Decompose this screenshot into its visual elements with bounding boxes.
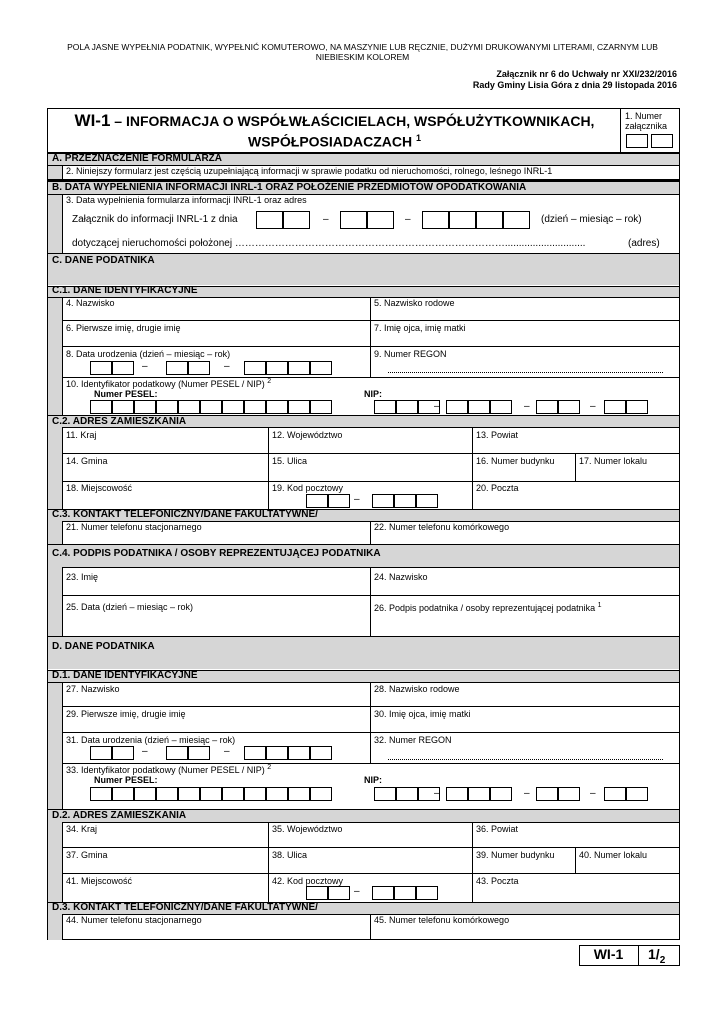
- field-25-date[interactable]: 25. Data (dzień – miesiąc – rok): [66, 602, 194, 612]
- c-postal-2[interactable]: [328, 494, 350, 508]
- d-pesel-cell-5[interactable]: [178, 787, 200, 801]
- c-pesel-cell-6[interactable]: [200, 400, 222, 414]
- c-nip-cell-6[interactable]: [490, 400, 512, 414]
- c-birth-year-1[interactable]: [244, 361, 266, 375]
- d-postal-dash: –: [354, 886, 360, 897]
- d-nip-label: NIP:: [364, 775, 382, 785]
- c-pesel-cell-10[interactable]: [288, 400, 310, 414]
- page-number: $1/_2$: [648, 946, 666, 966]
- d-nip-cell-5[interactable]: [468, 787, 490, 801]
- d-regon-input-line[interactable]: [388, 759, 663, 760]
- c-birth-year-4[interactable]: [310, 361, 332, 375]
- section-d1-title: D.1. DANE IDENTYFIKACYJNE: [52, 670, 198, 681]
- field-26-label: 26. Podpis podatnika / osoby reprezentującej podatnika: [374, 603, 596, 613]
- field-45-mobile[interactable]: 45. Numer telefonu komórkowego: [374, 915, 510, 925]
- d-pesel-cell-6[interactable]: [200, 787, 222, 801]
- c-nip-cell-1[interactable]: [374, 400, 396, 414]
- d-nip-cell-7[interactable]: [536, 787, 558, 801]
- field-27-surname[interactable]: 27. Nazwisko: [66, 684, 120, 694]
- annex-month-cell-1[interactable]: [340, 211, 367, 229]
- section-c-title: C. DANE PODATNIKA: [52, 255, 155, 266]
- annex-day-cell-2[interactable]: [283, 211, 310, 229]
- annex-number-cell-2[interactable]: [651, 134, 673, 148]
- regon-input-line[interactable]: [388, 372, 663, 373]
- d-pesel-cell-3[interactable]: [134, 787, 156, 801]
- field-15-street[interactable]: 15. Ulica: [272, 456, 308, 466]
- c-birth-month-1[interactable]: [166, 361, 188, 375]
- field-37-commune[interactable]: 37. Gmina: [66, 850, 108, 860]
- field-3-label: 3. Data wypełnienia formularza informacji INRL-1 oraz adres: [66, 195, 307, 205]
- field-42-postal-code-label: 42. Kod pocztowy: [272, 876, 344, 886]
- annex-reference: [300, 69, 677, 91]
- c-postal-5[interactable]: [416, 494, 438, 508]
- annex-number-cell-1[interactable]: [626, 134, 648, 148]
- date-dash-2: –: [405, 214, 411, 225]
- field-28-family-name[interactable]: 28. Nazwisko rodowe: [374, 684, 460, 694]
- section-d2-title: D.2. ADRES ZAMIESZKANIA: [52, 810, 187, 821]
- section-a-title: A. PRZEZNACZENIE FORMULARZA: [52, 153, 222, 164]
- instruction-line-2: NIEBIESKIM KOLOREM: [315, 52, 410, 62]
- c-pesel-cell-3[interactable]: [134, 400, 156, 414]
- c-nip-cell-2[interactable]: [396, 400, 418, 414]
- d-pesel-cell-11[interactable]: [310, 787, 332, 801]
- section-c3-title: C.3. KONTAKT TELEFONICZNY/DANE FAKULTATYWNE/: [52, 509, 318, 520]
- form-title: [52, 112, 617, 151]
- field-35-voivodeship[interactable]: 35. Województwo: [272, 824, 343, 834]
- field-7-parents-names[interactable]: 7. Imię ojca, imię matki: [374, 323, 466, 333]
- annex-day-cell-1[interactable]: [256, 211, 283, 229]
- annex-year-cell-4[interactable]: [503, 211, 530, 229]
- annex-line-2: Rady Gminy Lisia Góra z dnia 29 listopada 2016: [472, 80, 677, 90]
- c-pesel-cell-1[interactable]: [90, 400, 112, 414]
- section-b-title: B. DATA WYPEŁNIENIA INFORMACJI INRL-1 ORAZ POŁOŻENIE PRZEDMIOTÓW OPODATKOWANIA: [52, 182, 527, 193]
- d-pesel-cell-4[interactable]: [156, 787, 178, 801]
- d-postal-3[interactable]: [372, 886, 394, 900]
- field-21-landline[interactable]: 21. Numer telefonu stacjonarnego: [66, 522, 202, 532]
- property-address-field[interactable]: dotyczącej nieruchomości położonej ……………………………………………………………………….............................: [72, 238, 586, 249]
- field-17-apartment-no[interactable]: 17. Numer lokalu: [579, 456, 648, 466]
- annex-line-1: Załącznik nr 6 do Uchwały nr XXI/232/2016: [496, 69, 677, 79]
- annex-number-label: [625, 111, 667, 131]
- d-pesel-cell-7[interactable]: [222, 787, 244, 801]
- field-10-tax-id: [66, 378, 271, 389]
- field-23-first-name[interactable]: 23. Imię: [66, 572, 99, 582]
- annex-year-cell-2[interactable]: [449, 211, 476, 229]
- field-26-footnote: 1: [597, 602, 602, 609]
- annex-year-cell-3[interactable]: [476, 211, 503, 229]
- d-birth-year-3[interactable]: [288, 746, 310, 760]
- d-pesel-cell-1[interactable]: [90, 787, 112, 801]
- c-postal-dash: –: [354, 494, 360, 505]
- d-nip-cell-dash-3: –: [590, 788, 596, 799]
- field-8-birth-date: 8. Data urodzenia (dzień – miesiąc – rok): [66, 349, 231, 359]
- field-11-country[interactable]: 11. Kraj: [66, 430, 97, 440]
- field-33-tax-id: [66, 764, 271, 775]
- c-nip-cell-9[interactable]: [604, 400, 626, 414]
- field-5-family-name[interactable]: 5. Nazwisko rodowe: [374, 298, 455, 308]
- field-12-voivodeship[interactable]: 12. Województwo: [272, 430, 343, 440]
- d-pesel-cell-2[interactable]: [112, 787, 134, 801]
- d-pesel-label: Numer PESEL:: [94, 775, 158, 785]
- c-pesel-cell-8[interactable]: [244, 400, 266, 414]
- section-c1-title: C.1. DANE IDENTYFIKACYJNE: [52, 285, 198, 296]
- address-hint: (adres): [628, 238, 660, 249]
- footer-form-code: WI-1: [593, 946, 624, 962]
- d-nip-cell-9[interactable]: [604, 787, 626, 801]
- field-19-postal-code-label: 19. Kod pocztowy: [272, 483, 344, 493]
- field-41-city[interactable]: 41. Miejscowość: [66, 876, 133, 886]
- field-40-apartment-no[interactable]: 40. Numer lokalu: [579, 850, 648, 860]
- d-birth-year-2[interactable]: [266, 746, 288, 760]
- page-total: 2: [659, 954, 666, 966]
- field-4-surname[interactable]: 4. Nazwisko: [66, 298, 115, 308]
- d-birth-month-1[interactable]: [166, 746, 188, 760]
- section-c4-title: C.4. PODPIS PODATNIKA / OSOBY REPREZENTUJĄCEJ PODATNIKA: [52, 548, 381, 559]
- c-pesel-cell-2[interactable]: [112, 400, 134, 414]
- date-format-hint: (dzień – miesiąc – rok): [541, 214, 642, 225]
- field-10-footnote: 2: [267, 378, 272, 385]
- field-29-first-names[interactable]: 29. Pierwsze imię, drugie imię: [66, 709, 186, 719]
- c-nip-cell-10[interactable]: [626, 400, 648, 414]
- c-birth-dash-2: –: [224, 361, 230, 372]
- d-nip-cell-8[interactable]: [558, 787, 580, 801]
- field-36-county[interactable]: 36. Powiat: [476, 824, 519, 834]
- c-birth-dash-1: –: [142, 361, 148, 372]
- annex-date-label: Załącznik do informacji INRL-1 z dnia: [72, 214, 238, 225]
- title-line-2: WSPÓŁPOSIADACZACH: [247, 133, 413, 150]
- d-birth-dash-2: –: [224, 746, 230, 757]
- field-44-landline[interactable]: 44. Numer telefonu stacjonarnego: [66, 915, 202, 925]
- d-pesel-cell-8[interactable]: [244, 787, 266, 801]
- d-pesel-cell-10[interactable]: [288, 787, 310, 801]
- d-nip-cell-dash-2: –: [524, 788, 530, 799]
- field-38-street[interactable]: 38. Ulica: [272, 850, 308, 860]
- d-birth-day-1[interactable]: [90, 746, 112, 760]
- c-pesel-cell-5[interactable]: [178, 400, 200, 414]
- c-birth-day-2[interactable]: [112, 361, 134, 375]
- c-birth-day-1[interactable]: [90, 361, 112, 375]
- d-nip-cell-10[interactable]: [626, 787, 648, 801]
- field-32-regon: 32. Numer REGON: [374, 735, 452, 745]
- annex-year-cell-1[interactable]: [422, 211, 449, 229]
- c-postal-4[interactable]: [394, 494, 416, 508]
- field-34-country[interactable]: 34. Kraj: [66, 824, 98, 834]
- c-nip-cell-7[interactable]: [536, 400, 558, 414]
- d-nip-cell-4[interactable]: [446, 787, 468, 801]
- c-pesel-cell-11[interactable]: [310, 400, 332, 414]
- d-birth-year-4[interactable]: [310, 746, 332, 760]
- c-birth-year-3[interactable]: [288, 361, 310, 375]
- fill-instructions: [40, 42, 685, 62]
- c-nip-cell-dash-2: –: [524, 401, 530, 412]
- section-a-purpose: 2. Niniejszy formularz jest częścią uzupełniającą informacji w sprawie podatku od nieruchomości, rolnego, leśnego INRL-1: [66, 166, 553, 176]
- field-30-parents-names[interactable]: 30. Imię ojca, imię matki: [374, 709, 471, 719]
- field-9-regon: 9. Numer REGON: [374, 349, 447, 359]
- form-code: WI-1: [74, 111, 111, 130]
- d-nip-cell-6[interactable]: [490, 787, 512, 801]
- d-nip-cell-dash-1: –: [434, 788, 440, 799]
- title-line-1: – INFORMACJA O WSPÓŁWŁAŚCICIELACH, WSPÓŁUŻYTKOWNIKACH,: [110, 113, 595, 129]
- c-pesel-cell-9[interactable]: [266, 400, 288, 414]
- field-33-footnote: 2: [267, 764, 272, 771]
- section-c2-title: C.2. ADRES ZAMIESZKANIA: [52, 416, 187, 427]
- c-postal-1[interactable]: [306, 494, 328, 508]
- c-pesel-label: Numer PESEL:: [94, 389, 158, 399]
- c-birth-month-2[interactable]: [188, 361, 210, 375]
- d-pesel-cell-9[interactable]: [266, 787, 288, 801]
- page-current: 1: [648, 946, 656, 962]
- annex-number-label-2: załącznika: [625, 121, 668, 131]
- field-10-label: 10. Identyfikator podatkowy (Numer PESEL / NIP): [66, 379, 265, 389]
- annex-month-cell-2[interactable]: [367, 211, 394, 229]
- c-nip-label: NIP:: [364, 389, 382, 399]
- c-nip-cell-dash-3: –: [590, 401, 596, 412]
- c-pesel-cell-4[interactable]: [156, 400, 178, 414]
- c-pesel-cell-7[interactable]: [222, 400, 244, 414]
- c-nip-cell-dash-1: –: [434, 401, 440, 412]
- c-nip-cell-4[interactable]: [446, 400, 468, 414]
- d-nip-cell-2[interactable]: [396, 787, 418, 801]
- section-d3-title: D.3. KONTAKT TELEFONICZNY/DANE FAKULTATYWNE/: [52, 902, 318, 913]
- d-birth-day-2[interactable]: [112, 746, 134, 760]
- field-16-building-no[interactable]: 16. Numer budynku: [476, 456, 555, 466]
- date-dash-1: –: [323, 214, 329, 225]
- c-nip-cell-5[interactable]: [468, 400, 490, 414]
- field-24-surname[interactable]: 24. Nazwisko: [374, 572, 428, 582]
- field-33-label: 33. Identyfikator podatkowy (Numer PESEL / NIP): [66, 765, 265, 775]
- field-22-mobile[interactable]: 22. Numer telefonu komórkowego: [374, 522, 510, 532]
- field-14-commune[interactable]: 14. Gmina: [66, 456, 108, 466]
- d-birth-month-2[interactable]: [188, 746, 210, 760]
- d-postal-1[interactable]: [306, 886, 328, 900]
- c-nip-cell-8[interactable]: [558, 400, 580, 414]
- field-18-city[interactable]: 18. Miejscowość: [66, 483, 133, 493]
- c-postal-3[interactable]: [372, 494, 394, 508]
- field-31-birth-date: 31. Data urodzenia (dzień – miesiąc – rok): [66, 735, 236, 745]
- d-birth-year-1[interactable]: [244, 746, 266, 760]
- annex-number-label-1: 1. Numer: [625, 111, 663, 121]
- instruction-line-1: POLA JASNE WYPEŁNIA PODATNIK, WYPEŁNIĆ KOMUTEROWO, NA MASZYNIE LUB RĘCZNIE, DUŻYMI DRUKOWANYMI LITERAMI, CZARNYM LUB: [67, 42, 658, 52]
- d-nip-cell-1[interactable]: [374, 787, 396, 801]
- d-postal-4[interactable]: [394, 886, 416, 900]
- c-birth-year-2[interactable]: [266, 361, 288, 375]
- section-d-title: D. DANE PODATNIKA: [52, 641, 155, 652]
- field-20-post-office[interactable]: 20. Poczta: [476, 483, 519, 493]
- field-26-signature[interactable]: [374, 602, 602, 613]
- field-39-building-no[interactable]: 39. Numer budynku: [476, 850, 555, 860]
- d-postal-2[interactable]: [328, 886, 350, 900]
- field-13-county[interactable]: 13. Powiat: [476, 430, 519, 440]
- field-43-post-office[interactable]: 43. Poczta: [476, 876, 519, 886]
- title-footnote: 1: [416, 133, 422, 143]
- field-6-first-names[interactable]: 6. Pierwsze imię, drugie imię: [66, 323, 181, 333]
- d-postal-5[interactable]: [416, 886, 438, 900]
- d-birth-dash-1: –: [142, 746, 148, 757]
